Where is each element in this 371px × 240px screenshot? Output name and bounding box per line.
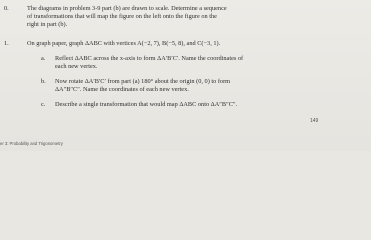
problem-11-intro: On graph paper, graph ΔABC with vertices A(−2, 7), B(−5, 8), and C(−3, 1). (27, 40, 221, 47)
problem-11-number: 1. (4, 40, 9, 47)
problem-10-line-1: The diagrams in problem 3-9 part (b) are drawn to scale. Determine a sequence (27, 5, 227, 12)
page-number: 149 (310, 118, 319, 124)
part-a-line-2: each new vertex. (55, 63, 98, 70)
problem-10-number: 0. (4, 5, 9, 12)
part-b-label: b. (41, 78, 46, 85)
part-a-line-1: Reflect ΔABC across the x-axis to form ΔA′B′C′. Name the coordinates of (55, 55, 244, 62)
chapter-footer: er 3: Probability and Trigonometry (0, 141, 63, 146)
part-c-line-1: Describe a single transformation that would map ΔABC onto ΔA″B″C″. (55, 101, 238, 108)
part-a-label: a. (41, 55, 46, 62)
part-b-line-2: ΔA″B″C″. Name the coordinates of each new vertex. (55, 86, 189, 93)
part-c-label: c. (41, 101, 46, 108)
problem-10-line-2: of transformations that will map the figure on the left onto the figure on the (27, 13, 217, 20)
problem-10-line-3: right in part (b). (27, 21, 68, 28)
part-b-line-1: Now rotate ΔA′B′C′ from part (a) 180° about the origin (0, 0) to form (55, 78, 231, 85)
